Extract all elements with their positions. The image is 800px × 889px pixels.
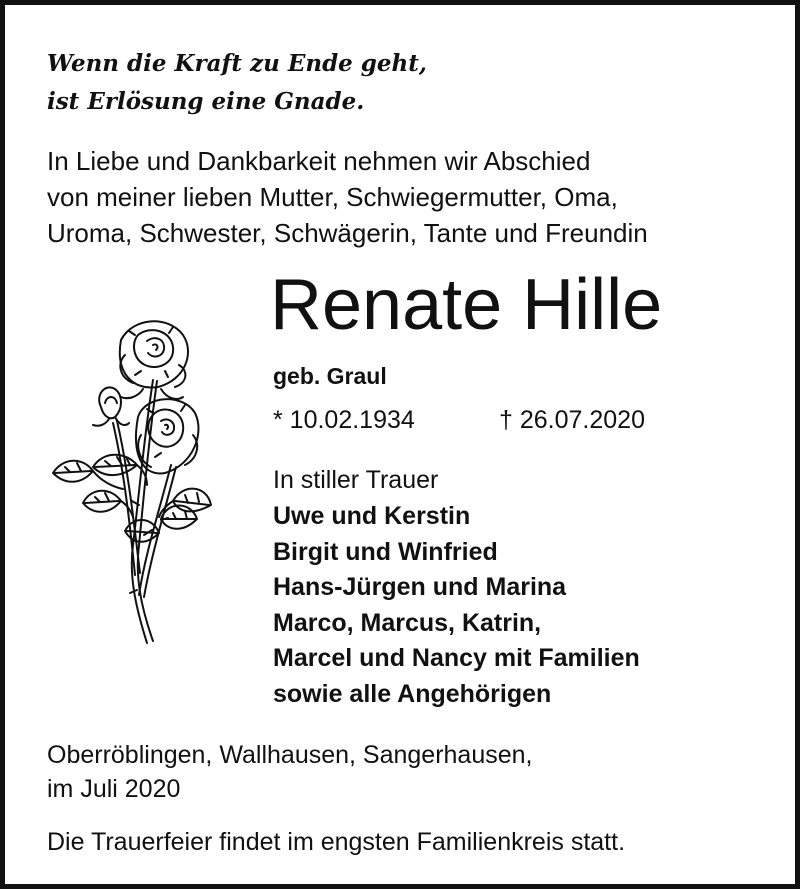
list-item: Uwe und Kerstin (273, 502, 471, 530)
birth-date: * 10.02.1934 (273, 406, 415, 434)
mourners-list (273, 499, 640, 712)
motto-line: ist Erlösung eine Gnade. (47, 88, 365, 115)
date-line: im Juli 2020 (47, 775, 181, 803)
mourning-label: In stiller Trauer (273, 466, 439, 494)
motto-line: Wenn die Kraft zu Ende geht, (47, 50, 427, 77)
deceased-name: Renate Hille (270, 265, 663, 345)
places-line: Oberröblingen, Wallhausen, Sangerhausen, (47, 741, 533, 769)
list-item: Marco, Marcus, Katrin, (273, 608, 542, 637)
intro-line: Uroma, Schwester, Schwägerin, Tante und Freundin (47, 218, 648, 248)
intro-line: von meiner lieben Mutter, Schwiegermutter, Oma, (47, 182, 618, 212)
place-and-date (47, 738, 533, 806)
list-item: Birgit und Winfried (273, 537, 498, 566)
list-item: Hans-Jürgen und Marina (273, 573, 567, 601)
list-item: Marcel und Nancy mit Familien (273, 644, 640, 672)
death-date: † 26.07.2020 (499, 406, 645, 434)
intro-text (47, 143, 648, 251)
motto (47, 45, 427, 121)
list-item: sowie alle Angehörigen (273, 679, 552, 708)
intro-line: In Liebe und Dankbarkeit nehmen wir Abschied (47, 146, 591, 176)
funeral-note: Die Trauerfeier findet im engsten Familienkreis statt. (47, 828, 626, 856)
maiden-name: geb. Graul (273, 363, 387, 389)
rose-illustration-icon (43, 305, 213, 650)
